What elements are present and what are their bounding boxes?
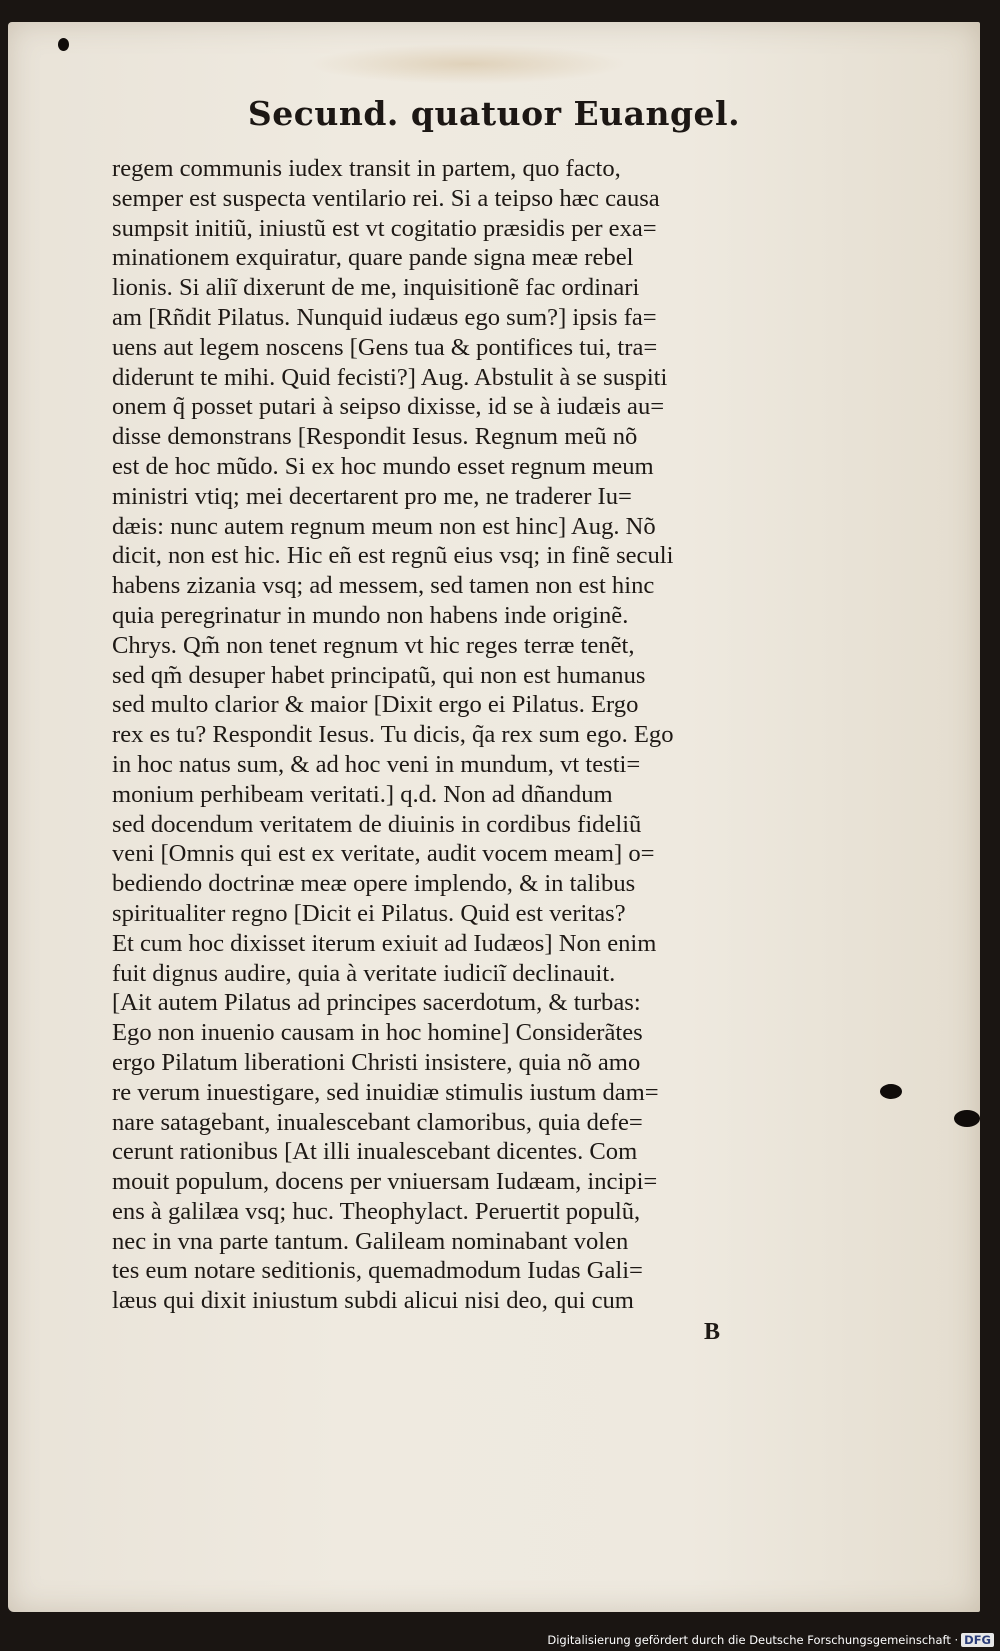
text-line: sed docendum veritatem de diuinis in cordibus fideliũ [112, 810, 642, 838]
text-line: disse demonstrans [Respondit Iesus. Regnum meũ nõ [112, 423, 638, 451]
text-line: onem q̃ posset putari à seipso dixisse, id se à iudæis au= [112, 393, 665, 421]
digitization-credit [547, 1633, 994, 1647]
text-line: Ego non inuenio causam in hoc homine] Considerãtes [112, 1019, 643, 1047]
binding-hole [880, 1084, 902, 1099]
page-stain [308, 44, 628, 84]
text-line: veni [Omnis qui est ex veritate, audit vocem meam] o= [112, 840, 655, 868]
binding-hole [954, 1110, 980, 1127]
text-line: læus qui dixit iniustum subdi alicui nisi deo, qui cum [112, 1287, 634, 1315]
text-line: minationem exquiratur, quare pande signa meæ rebel [112, 244, 634, 272]
signature-mark: B [704, 1319, 721, 1345]
text-line: quia peregrinatur in mundo non habens inde originẽ. [112, 601, 629, 629]
dfg-logo: DFG [961, 1633, 994, 1647]
text-line: diderunt te mihi. Quid fecisti?] Aug. Abstulit à se suspiti [112, 363, 668, 391]
binding-hole [58, 38, 69, 51]
text-line: sed qm̃ desuper habet principatũ, qui non est humanus [112, 661, 646, 689]
text-line: [Ait autem Pilatus ad principes sacerdotum, & turbas: [112, 989, 641, 1017]
text-line: habens zizania vsq; ad messem, sed tamen non est hinc [112, 572, 655, 600]
text-line: cerunt rationibus [At illi inualescebant dicentes. Com [112, 1138, 638, 1166]
text-line: ergo Pilatum liberationi Christi insistere, quia nõ amo [112, 1048, 641, 1076]
text-line: Chrys. Qm̃ non tenet regnum vt hic reges terræ tenẽt, [112, 631, 635, 659]
text-line: semper est suspecta ventilario rei. Si a teipso hæc causa [112, 184, 660, 212]
text-line: dicit, non est hic. Hic eñ est regnũ eius vsq; in finẽ seculi [112, 542, 674, 570]
text-line: spiritualiter regno [Dicit ei Pilatus. Quid est veritas? [112, 899, 626, 927]
text-line: Et cum hoc dixisset iterum exiuit ad Iudæos] Non enim [112, 929, 657, 957]
book-page [8, 22, 980, 1612]
body-text [112, 154, 802, 1316]
text-line: ens à galilæa vsq; huc. Theophylact. Peruertit populũ, [112, 1197, 641, 1225]
text-line: re verum inuestigare, sed inuidiæ stimulis iustum dam= [112, 1078, 659, 1106]
credit-text: Digitalisierung gefördert durch die Deutsche Forschungsgemeinschaft · [547, 1633, 959, 1647]
text-line: lionis. Si aliĩ dixerunt de me, inquisitionẽ fac ordinari [112, 274, 640, 302]
text-line: mouit populum, docens per vniuersam Iudæam, incipi= [112, 1168, 658, 1196]
text-line: sumpsit initiũ, iniustũ est vt cogitatio præsidis per exa= [112, 214, 657, 242]
text-line: dæis: nunc autem regnum meum non est hinc] Aug. Nõ [112, 512, 656, 540]
text-line: nare satagebant, inualescebant clamoribus, quia defe= [112, 1108, 643, 1136]
text-line: sed multo clarior & maior [Dixit ergo ei Pilatus. Ergo [112, 691, 639, 719]
text-line: bediendo doctrinæ meæ opere implendo, & in talibus [112, 870, 636, 898]
text-line: am [Rñdit Pilatus. Nunquid iudæus ego sum?] ipsis fa= [112, 303, 657, 331]
text-line: uens aut legem noscens [Gens tua & pontifices tui, tra= [112, 333, 658, 361]
text-line: in hoc natus sum, & ad hoc veni in mundum, vt testi= [112, 750, 641, 778]
running-header: Secund. quatuor Euangel. [247, 94, 741, 133]
text-line: ministri vtiq; mei decertarent pro me, ne traderer Iu= [112, 482, 632, 510]
text-line: rex es tu? Respondit Iesus. Tu dicis, q̃a rex sum ego. Ego [112, 721, 674, 749]
text-line: tes eum notare seditionis, quemadmodum Iudas Gali= [112, 1257, 643, 1285]
text-line: est de hoc mũdo. Si ex hoc mundo esset regnum meum [112, 452, 654, 480]
text-line: fuit dignus audire, quia à veritate iudiciĩ declinauit. [112, 959, 616, 987]
text-line: nec in vna parte tantum. Galileam nominabant volen [112, 1227, 629, 1255]
text-line: regem communis iudex transit in partem, quo facto, [112, 155, 621, 182]
text-line: monium perhibeam veritati.] q.d. Non ad dñandum [112, 780, 613, 808]
